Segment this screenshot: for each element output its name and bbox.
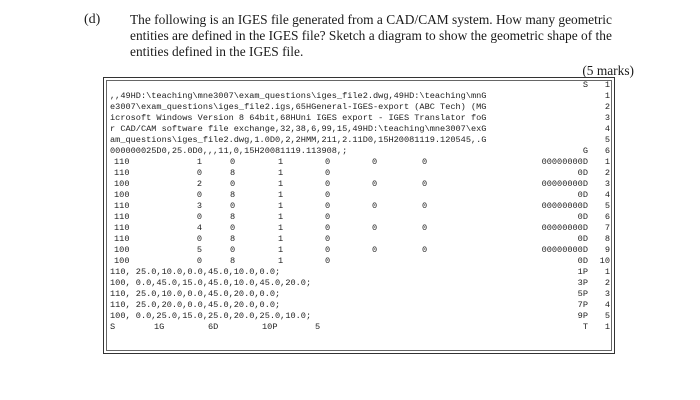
line-number: 5: [604, 311, 610, 321]
directory-field: 4: [196, 223, 202, 233]
question-label: (d): [84, 12, 101, 27]
directory-field: 00000000D: [541, 223, 588, 233]
global-section-line: [110, 102, 615, 113]
directory-field: 0: [196, 256, 202, 266]
directory-entry-line: [110, 157, 615, 168]
iges-file-listing: [110, 80, 615, 333]
directory-field: 6: [604, 212, 610, 222]
directory-field: 1: [278, 212, 284, 222]
directory-field: 0: [325, 179, 331, 189]
directory-field: 2: [604, 168, 610, 178]
directory-field: 0: [196, 234, 202, 244]
directory-entry-line: [110, 245, 615, 256]
directory-entry-line: [110, 234, 615, 245]
directory-field: 0: [230, 201, 236, 211]
directory-field: 0: [325, 256, 331, 266]
directory-field: 9: [604, 245, 610, 255]
directory-field: 0: [372, 157, 378, 167]
directory-field: 7: [604, 223, 610, 233]
directory-field: 0: [325, 234, 331, 244]
directory-field: 0: [325, 190, 331, 200]
directory-field: 0D: [577, 256, 588, 266]
parameter-data-line: [110, 311, 615, 322]
directory-field: 1: [278, 168, 284, 178]
parameter-text: 100, 0.0,25.0,15.0,25.0,20.0,25.0,10.0;: [110, 311, 312, 321]
directory-field: 1: [278, 234, 284, 244]
directory-field: 5: [604, 201, 610, 211]
section-tag: T: [582, 322, 588, 332]
section-tag: 3P: [577, 278, 588, 288]
directory-field: 0: [196, 190, 202, 200]
line-number: 4: [604, 124, 610, 134]
directory-entry-line: [110, 190, 615, 201]
section-tag: S: [582, 80, 588, 90]
line-number: 5: [604, 135, 610, 145]
directory-field: 8: [230, 256, 236, 266]
directory-field: 0: [196, 168, 202, 178]
global-text: am_questions\iges_file2.dwg,1.0D0,2,2HMM,211,2.11D0,15H20081119.120545,.G: [110, 135, 487, 145]
line-number: 6: [604, 146, 610, 156]
directory-field: 100: [114, 245, 130, 255]
directory-field: 110: [114, 157, 130, 167]
directory-field: 0: [372, 223, 378, 233]
directory-field: 00000000D: [541, 179, 588, 189]
directory-field: 1: [278, 256, 284, 266]
directory-field: 0D: [577, 212, 588, 222]
parameter-data-line: [110, 300, 615, 311]
terminate-start-count: 1G: [154, 322, 165, 332]
directory-field: 8: [230, 212, 236, 222]
directory-field: 0: [230, 179, 236, 189]
directory-field: 0: [372, 179, 378, 189]
directory-field: 0: [372, 201, 378, 211]
global-section-line: [110, 91, 615, 102]
directory-field: 5: [196, 245, 202, 255]
directory-field: 00000000D: [541, 245, 588, 255]
section-tag: G: [582, 146, 588, 156]
directory-field: 0: [422, 157, 428, 167]
directory-field: 0: [230, 157, 236, 167]
directory-entry-line: [110, 168, 615, 179]
terminate-global-count: 6D: [208, 322, 219, 332]
global-text: r CAD/CAM software file exchange,32,38,6,99,15,49HD:\teaching\mne3007\exG: [110, 124, 487, 134]
line-number: 1: [604, 80, 610, 90]
directory-field: 1: [278, 223, 284, 233]
global-section-line: [110, 113, 615, 124]
directory-field: 3: [196, 201, 202, 211]
directory-field: 1: [278, 245, 284, 255]
directory-field: 0: [230, 245, 236, 255]
directory-field: 00000000D: [541, 157, 588, 167]
terminate-section-line: [110, 322, 615, 333]
directory-entry-line: [110, 201, 615, 212]
directory-field: 0: [325, 223, 331, 233]
line-number: 1: [604, 322, 610, 332]
global-section-line: [110, 146, 615, 157]
terminate-s-label: S: [110, 322, 116, 332]
line-number: 1: [604, 267, 610, 277]
directory-field: 8: [230, 168, 236, 178]
directory-field: 2: [196, 179, 202, 189]
directory-entry-line: [110, 179, 615, 190]
global-text: e3007\exam_questions\iges_file2.igs,65HGeneral-IGES-export (ABC Tech) (MG: [110, 102, 487, 112]
line-number: 4: [604, 300, 610, 310]
directory-field: 1: [604, 157, 610, 167]
directory-entry-line: [110, 256, 615, 267]
directory-field: 110: [114, 223, 130, 233]
directory-field: 100: [114, 256, 130, 266]
directory-field: 8: [230, 234, 236, 244]
line-number: 2: [604, 102, 610, 112]
directory-field: 110: [114, 212, 130, 222]
directory-field: 4: [604, 190, 610, 200]
directory-field: 1: [278, 157, 284, 167]
directory-field: 1: [278, 190, 284, 200]
section-tag: 1P: [577, 267, 588, 277]
directory-field: 8: [604, 234, 610, 244]
section-tag: 5P: [577, 289, 588, 299]
directory-entry-line: [110, 212, 615, 223]
start-section-line: [110, 80, 615, 91]
question-text: The following is an IGES file generated from a CAD/CAM system. How many geometric entities are defined in the IGES file? Sketch a diagram to show the geometric shape of the entities defined in the IGES file.: [130, 12, 612, 60]
directory-field: 0: [422, 245, 428, 255]
directory-field: 0: [325, 212, 331, 222]
directory-field: 0: [325, 157, 331, 167]
terminate-parameter-count: 5: [315, 322, 321, 332]
parameter-text: 100, 0.0,45.0,15.0,45.0,10.0,45.0,20.0;: [110, 278, 312, 288]
global-text: icrosoft Windows Version 8 64bit,68HUni IGES export - IGES Translator foG: [110, 113, 487, 123]
parameter-data-line: [110, 278, 615, 289]
line-number: 3: [604, 113, 610, 123]
directory-field: 0: [230, 223, 236, 233]
directory-field: 0D: [577, 190, 588, 200]
parameter-text: 110, 25.0,20.0,0.0,45.0,20.0,0.0;: [110, 300, 281, 310]
global-text: 000000025D0,25.0D0,,,11,0,15H20081119.113908,;: [110, 146, 348, 156]
directory-field: 100: [114, 190, 130, 200]
line-number: 1: [604, 91, 610, 101]
global-text: ,,49HD:\teaching\mne3007\exam_questions\iges_file2.dwg,49HD:\teaching\mnG: [110, 91, 487, 101]
terminate-directory-count: 10P: [262, 322, 278, 332]
directory-entry-line: [110, 223, 615, 234]
directory-field: 0: [372, 245, 378, 255]
directory-field: 0D: [577, 234, 588, 244]
directory-field: 0: [422, 179, 428, 189]
directory-field: 1: [196, 157, 202, 167]
directory-field: 00000000D: [541, 201, 588, 211]
directory-field: 3: [604, 179, 610, 189]
directory-field: 10: [599, 256, 610, 266]
directory-field: 0: [422, 201, 428, 211]
marks-label: (5 marks): [582, 63, 634, 78]
directory-field: 0: [325, 168, 331, 178]
directory-field: 0: [196, 212, 202, 222]
directory-field: 0D: [577, 168, 588, 178]
global-section-line: [110, 124, 615, 135]
directory-field: 100: [114, 179, 130, 189]
directory-field: 8: [230, 190, 236, 200]
parameter-data-line: [110, 289, 615, 300]
parameter-data-line: [110, 267, 615, 278]
directory-field: 0: [325, 245, 331, 255]
directory-field: 1: [278, 201, 284, 211]
directory-field: 110: [114, 168, 130, 178]
section-tag: 9P: [577, 311, 588, 321]
parameter-text: 110, 25.0,10.0,0.0,45.0,20.0,0.0;: [110, 289, 281, 299]
line-number: 3: [604, 289, 610, 299]
directory-field: 0: [422, 223, 428, 233]
line-number: 2: [604, 278, 610, 288]
global-section-line: [110, 135, 615, 146]
directory-field: 110: [114, 234, 130, 244]
directory-field: 0: [325, 201, 331, 211]
parameter-text: 110, 25.0,10.0,0.0,45.0,10.0,0.0;: [110, 267, 281, 277]
section-tag: 7P: [577, 300, 588, 310]
directory-field: 110: [114, 201, 130, 211]
directory-field: 1: [278, 179, 284, 189]
